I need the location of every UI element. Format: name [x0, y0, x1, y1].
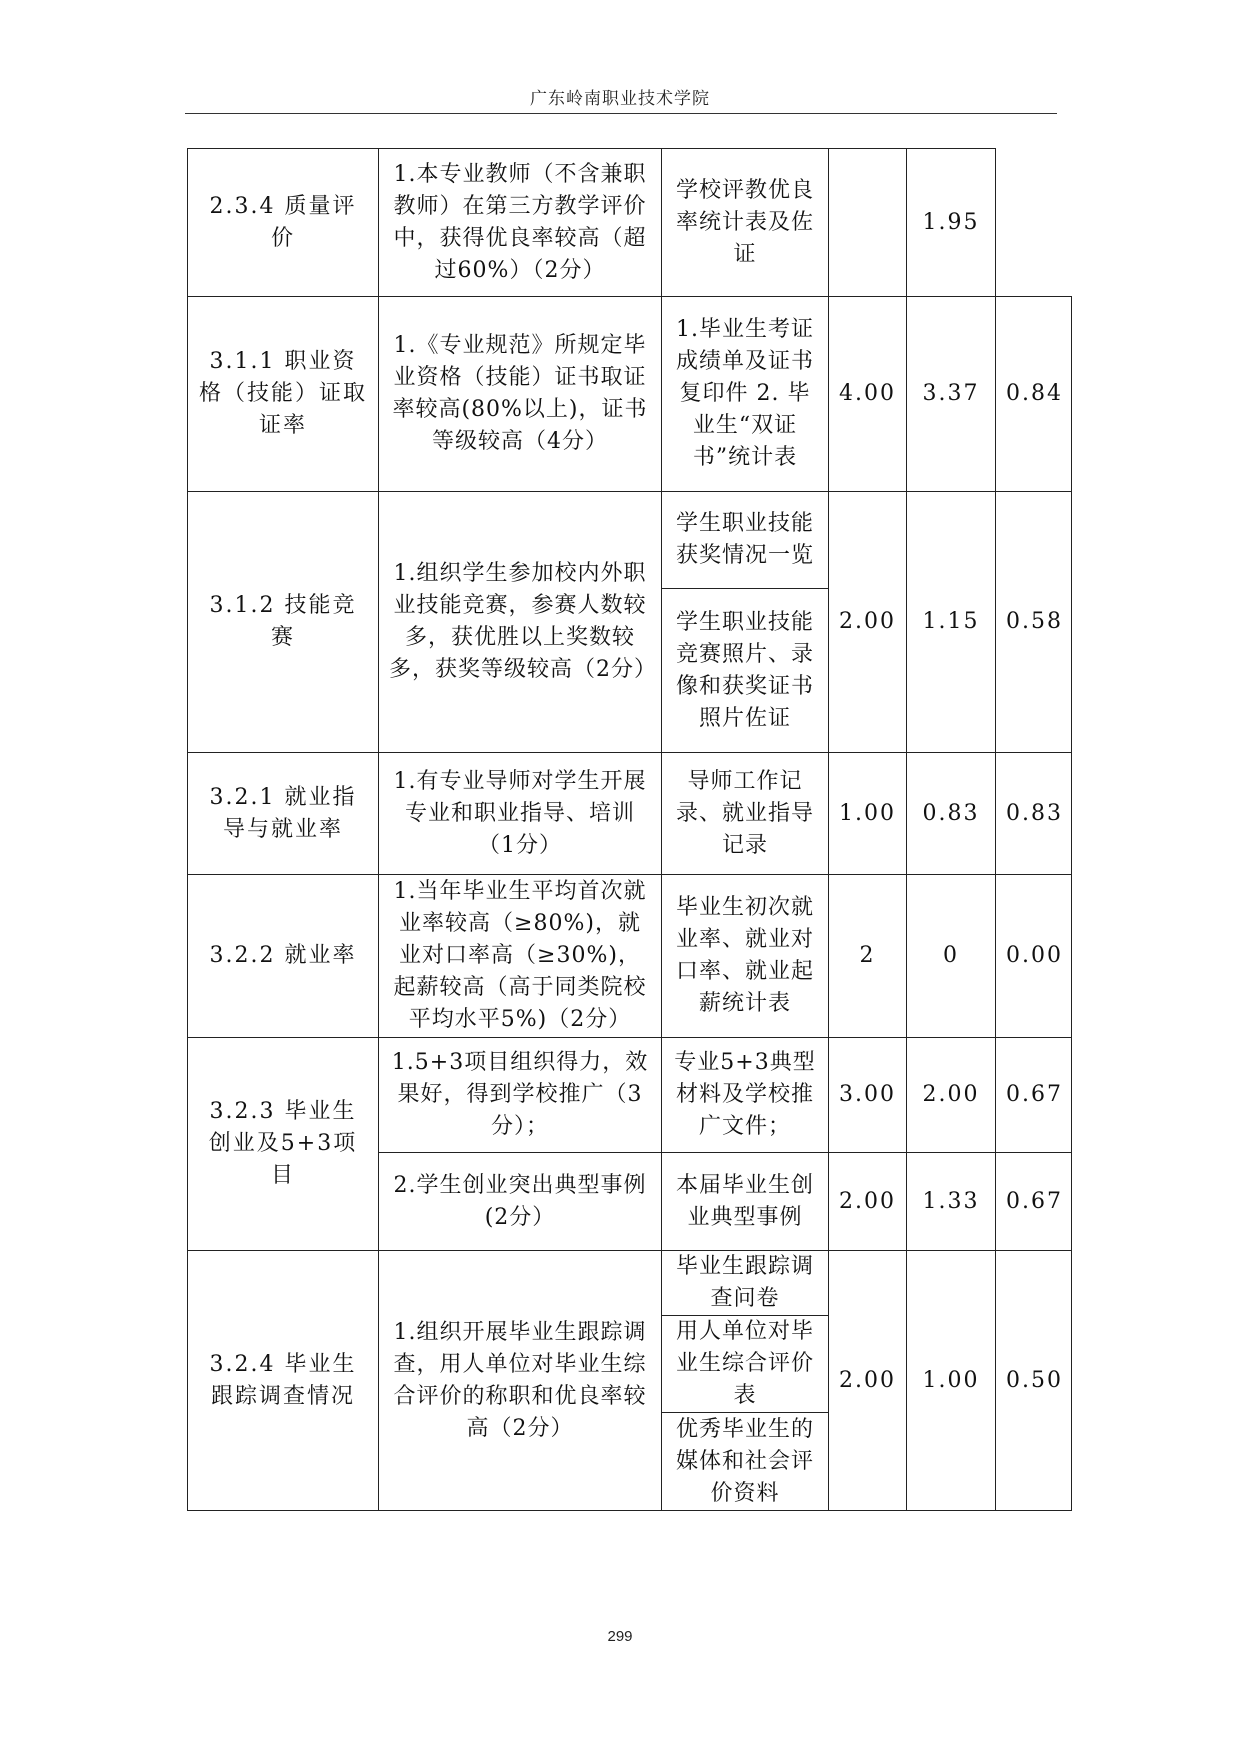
page-number: 299	[607, 1628, 633, 1645]
rate-cell	[996, 149, 1072, 297]
full-score-cell: 2.00	[829, 492, 907, 753]
table-row	[188, 1038, 1072, 1153]
item-cell: 3.2.1 就业指导与就业率	[188, 753, 379, 875]
evidence-cell: 毕业生跟踪调查问卷	[662, 1251, 829, 1316]
table-row	[188, 149, 1072, 297]
full-score-cell: 4.00	[829, 297, 907, 492]
evidence-cell: 学校评教优良率统计表及佐证	[662, 149, 829, 297]
page-header-title: 广东岭南职业技术学院	[530, 89, 710, 109]
criteria-cell: 1.组织开展毕业生跟踪调查，用人单位对毕业生综合评价的称职和优良率较高（2分）	[379, 1251, 662, 1511]
rate-cell: 0.50	[996, 1251, 1072, 1511]
rate-cell: 0.67	[996, 1038, 1072, 1153]
table-row	[188, 753, 1072, 875]
rate-cell: 0.58	[996, 492, 1072, 753]
evaluation-table	[187, 148, 1072, 1511]
full-score-cell: 1.00	[829, 753, 907, 875]
score-cell: 1.00	[907, 1251, 996, 1511]
evidence-cell: 毕业生初次就业率、就业对口率、就业起薪统计表	[662, 875, 829, 1038]
item-cell: 2.3.4 质量评价	[188, 149, 379, 297]
item-cell: 3.1.2 技能竞赛	[188, 492, 379, 753]
evidence-cell: 1.毕业生考证成绩单及证书复印件 2. 毕业生“双证书”统计表	[662, 297, 829, 492]
table-row	[188, 297, 1072, 492]
item-cell: 3.2.4 毕业生跟踪调查情况	[188, 1251, 379, 1511]
evidence-cell: 学生职业技能竞赛照片、录像和获奖证书照片佐证	[662, 589, 829, 753]
full-score-cell: 2.00	[829, 1251, 907, 1511]
criteria-cell: 2.学生创业突出典型事例(2分）	[379, 1153, 662, 1251]
rate-cell: 0.00	[996, 875, 1072, 1038]
rate-cell: 0.84	[996, 297, 1072, 492]
score-cell: 0.83	[907, 753, 996, 875]
full-score-cell: 3.00	[829, 1038, 907, 1153]
evidence-cell: 专业5+3典型材料及学校推广文件；	[662, 1038, 829, 1153]
full-score-cell: 2	[829, 875, 907, 1038]
score-cell: 2.00	[907, 1038, 996, 1153]
item-cell: 3.1.1 职业资格（技能）证取证率	[188, 297, 379, 492]
score-cell: 0	[907, 875, 996, 1038]
score-cell: 1.95	[907, 149, 996, 297]
evidence-cell: 学生职业技能获奖情况一览	[662, 492, 829, 589]
score-cell: 1.33	[907, 1153, 996, 1251]
criteria-cell: 1.当年毕业生平均首次就业率较高（≥80%)，就业对口率高（≥30%)，起薪较高（高于同类院校平均水平5%)（2分）	[379, 875, 662, 1038]
item-cell: 3.2.2 就业率	[188, 875, 379, 1038]
criteria-cell: 1.本专业教师（不含兼职教师）在第三方教学评价中，获得优良率较高（超过60%）（2分）	[379, 149, 662, 297]
table-row	[188, 492, 1072, 589]
criteria-cell: 1.组织学生参加校内外职业技能竞赛，参赛人数较多，获优胜以上奖数较多，获奖等级较高（2分）	[379, 492, 662, 753]
full-score-cell	[829, 149, 907, 297]
header-divider	[185, 113, 1057, 114]
evidence-cell: 用人单位对毕业生综合评价表	[662, 1316, 829, 1413]
evidence-cell: 导师工作记录、就业指导记录	[662, 753, 829, 875]
score-cell: 3.37	[907, 297, 996, 492]
criteria-cell: 1.有专业导师对学生开展专业和职业指导、培训（1分）	[379, 753, 662, 875]
full-score-cell: 2.00	[829, 1153, 907, 1251]
rate-cell: 0.67	[996, 1153, 1072, 1251]
score-cell: 1.15	[907, 492, 996, 753]
evidence-cell: 优秀毕业生的媒体和社会评价资料	[662, 1413, 829, 1511]
table-row	[188, 1251, 1072, 1316]
criteria-cell: 1.《专业规范》所规定毕业资格（技能）证书取证率较高(80%以上)，证书等级较高（4分）	[379, 297, 662, 492]
criteria-cell: 1.5+3项目组织得力，效果好，得到学校推广（3分）；	[379, 1038, 662, 1153]
rate-cell: 0.83	[996, 753, 1072, 875]
evidence-cell: 本届毕业生创业典型事例	[662, 1153, 829, 1251]
table-row	[188, 875, 1072, 1038]
item-cell: 3.2.3 毕业生创业及5+3项目	[188, 1038, 379, 1251]
